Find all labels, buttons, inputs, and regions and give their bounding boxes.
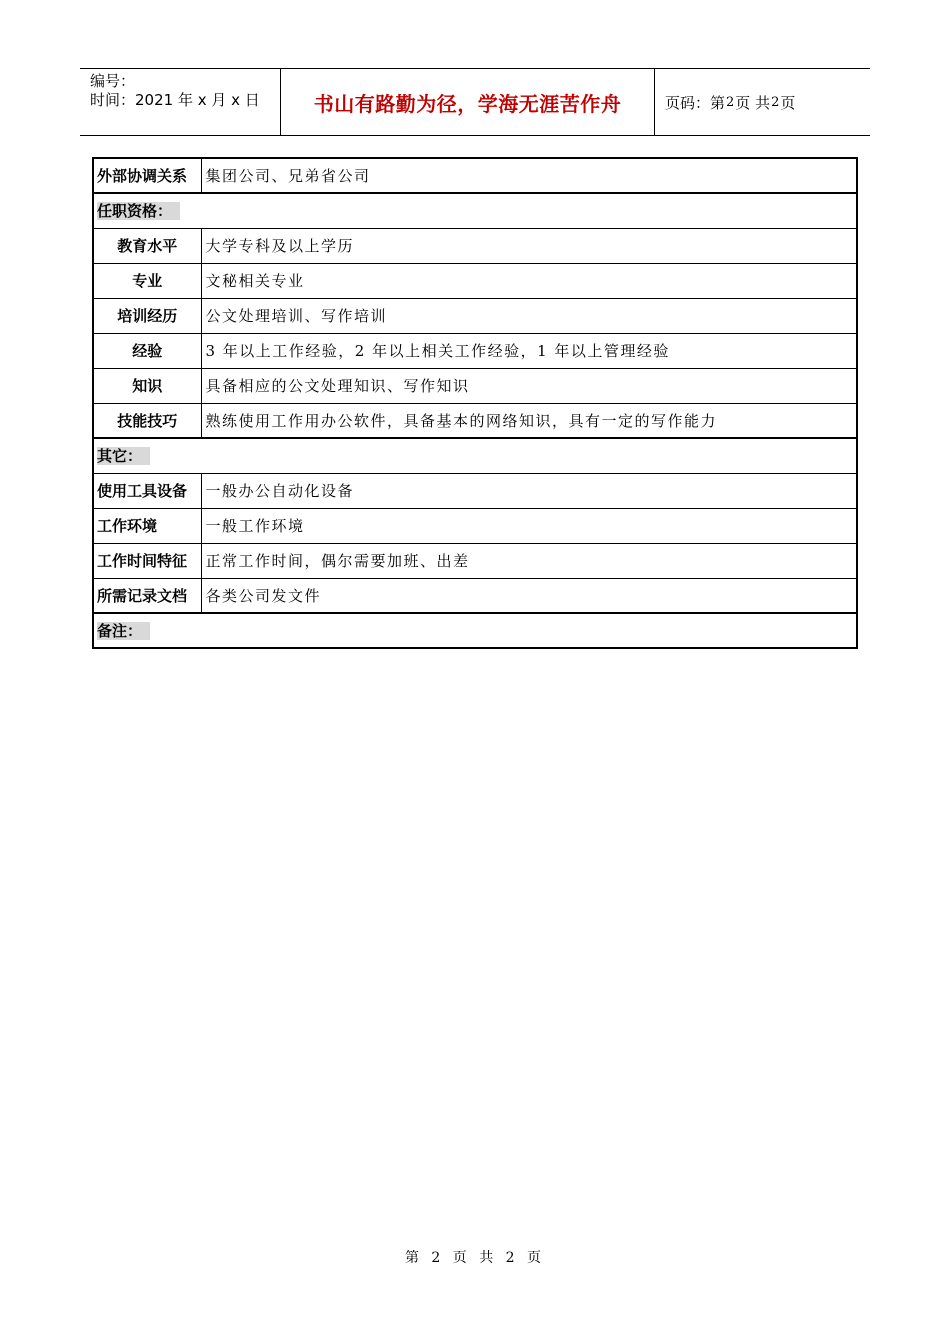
row-value-skills: 熟练使用工作用办公软件，具备基本的网络知识，具有一定的写作能力 xyxy=(201,403,857,438)
page-mid: 页 共 xyxy=(735,93,771,112)
table-row xyxy=(93,298,857,333)
row-label-knowledge: 知识 xyxy=(93,368,201,403)
section-other-title: 其它： xyxy=(93,438,857,473)
row-value-knowledge: 具备相应的公文处理知识、写作知识 xyxy=(201,368,857,403)
table-row xyxy=(93,578,857,613)
table-row xyxy=(93,403,857,438)
section-row xyxy=(93,193,857,228)
row-value-environment: 一般工作环境 xyxy=(201,508,857,543)
section-remarks-title: 备注： xyxy=(93,613,857,648)
table-row xyxy=(93,473,857,508)
doc-code-label: 编号： xyxy=(90,72,136,90)
section-qualification-title: 任职资格： xyxy=(93,193,857,228)
row-value-documents: 各类公司发文件 xyxy=(201,578,857,613)
section-row xyxy=(93,613,857,648)
row-value-tools: 一般办公自动化设备 xyxy=(201,473,857,508)
row-value-experience: 3 年以上工作经验，2 年以上相关工作经验，1 年以上管理经验 xyxy=(201,333,857,368)
table-row xyxy=(93,368,857,403)
row-value-training: 公文处理培训、写作培训 xyxy=(201,298,857,333)
row-label-training: 培训经历 xyxy=(93,298,201,333)
header-motto: 书山有路勤为径，学海无涯苦作舟 xyxy=(313,91,622,116)
table-row xyxy=(93,543,857,578)
table-row xyxy=(93,158,857,193)
table-row xyxy=(93,263,857,298)
page-footer: 第 2 页 共 2 页 xyxy=(404,1250,546,1266)
table-row xyxy=(93,228,857,263)
row-value-external: 集团公司、兄弟省公司 xyxy=(201,158,857,193)
row-label-work-hours: 工作时间特征 xyxy=(93,543,201,578)
page-total: 2 xyxy=(771,94,780,110)
page-suffix: 页 xyxy=(780,93,796,112)
row-label-experience: 经验 xyxy=(93,333,201,368)
table-row xyxy=(93,333,857,368)
header-meta xyxy=(80,69,281,135)
row-label-environment: 工作环境 xyxy=(93,508,201,543)
row-value-education: 大学专科及以上学历 xyxy=(201,228,857,263)
table-row xyxy=(93,508,857,543)
row-label-tools: 使用工具设备 xyxy=(93,473,201,508)
job-spec-table xyxy=(92,157,858,649)
row-value-work-hours: 正常工作时间，偶尔需要加班、出差 xyxy=(201,543,857,578)
row-label-documents: 所需记录文档 xyxy=(93,578,201,613)
row-value-major: 文秘相关专业 xyxy=(201,263,857,298)
row-label-external: 外部协调关系 xyxy=(93,158,201,193)
header-page-number xyxy=(654,69,870,135)
page-header xyxy=(80,68,870,136)
page-prefix: 页码：第 xyxy=(665,93,726,112)
row-label-major: 专业 xyxy=(93,263,201,298)
section-row xyxy=(93,438,857,473)
doc-time: 时间：2021 年 x 月 x 日 xyxy=(90,91,260,109)
page-current: 2 xyxy=(726,94,735,110)
row-label-education: 教育水平 xyxy=(93,228,201,263)
row-label-skills: 技能技巧 xyxy=(93,403,201,438)
